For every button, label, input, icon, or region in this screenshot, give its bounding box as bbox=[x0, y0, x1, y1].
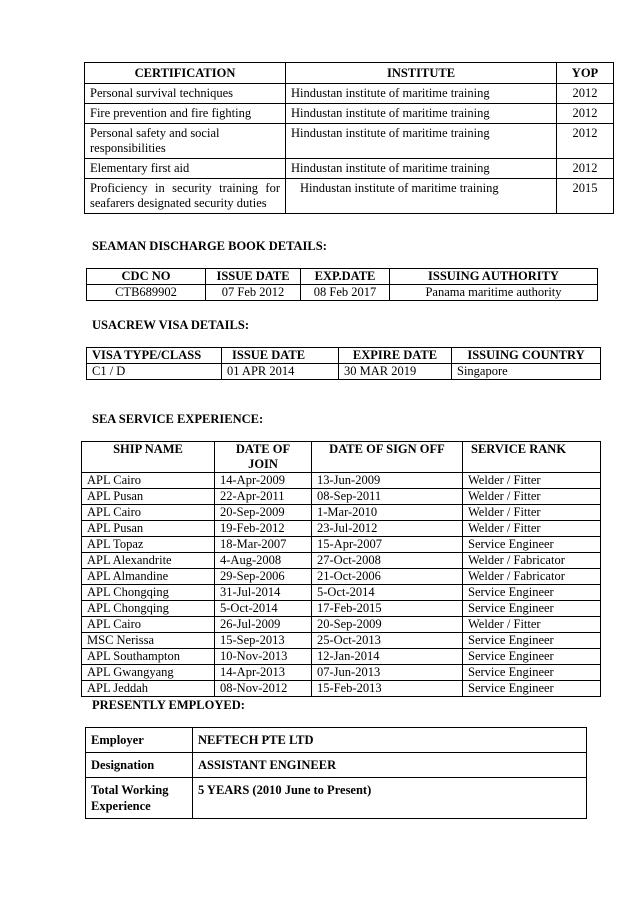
date-of-sign-off-cell: 21-Oct-2006 bbox=[312, 569, 463, 585]
ship-name-cell: APL Southampton bbox=[82, 649, 215, 665]
date-of-sign-off-cell: 12-Jan-2014 bbox=[312, 649, 463, 665]
table-row bbox=[85, 159, 614, 179]
institute-cell: Hindustan institute of maritime training bbox=[286, 124, 557, 159]
certification-table bbox=[84, 62, 614, 214]
institute-cell: Hindustan institute of maritime training bbox=[286, 159, 557, 179]
column-header: EXP.DATE bbox=[301, 269, 390, 285]
designation-value: ASSISTANT ENGINEER bbox=[193, 753, 587, 778]
table-row bbox=[82, 489, 601, 505]
certification-cell: Fire prevention and fire fighting bbox=[85, 104, 286, 124]
date-of-sign-off-cell: 15-Apr-2007 bbox=[312, 537, 463, 553]
ship-name-cell: APL Jeddah bbox=[82, 681, 215, 697]
service-rank-cell: Service Engineer bbox=[463, 649, 601, 665]
certification-cell: Elementary first aid bbox=[85, 159, 286, 179]
issue-date-cell: 07 Feb 2012 bbox=[206, 285, 301, 301]
column-header: VISA TYPE/CLASS bbox=[87, 348, 222, 364]
date-of-join-cell: 26-Jul-2009 bbox=[215, 617, 312, 633]
date-of-join-cell: 15-Sep-2013 bbox=[215, 633, 312, 649]
date-of-join-cell: 29-Sep-2006 bbox=[215, 569, 312, 585]
visa-table bbox=[86, 347, 601, 380]
column-header: INSTITUTE bbox=[286, 63, 557, 84]
table-row bbox=[82, 505, 601, 521]
date-of-join-cell: 22-Apr-2011 bbox=[215, 489, 312, 505]
issuing-authority-cell: Panama maritime authority bbox=[390, 285, 598, 301]
ship-name-cell: APL Cairo bbox=[82, 473, 215, 489]
ship-name-cell: APL Topaz bbox=[82, 537, 215, 553]
date-of-sign-off-cell: 08-Sep-2011 bbox=[312, 489, 463, 505]
date-of-sign-off-cell: 20-Sep-2009 bbox=[312, 617, 463, 633]
section-heading-sea-service: SEA SERVICE EXPERIENCE: bbox=[92, 412, 264, 426]
column-header: DATE OF SIGN OFF bbox=[312, 442, 463, 473]
date-of-sign-off-cell: 15-Feb-2013 bbox=[312, 681, 463, 697]
date-of-sign-off-cell: 25-Oct-2013 bbox=[312, 633, 463, 649]
date-of-sign-off-cell: 1-Mar-2010 bbox=[312, 505, 463, 521]
yop-cell: 2015 bbox=[557, 179, 614, 214]
total-experience-label: Total Working Experience bbox=[86, 778, 193, 819]
service-rank-cell: Service Engineer bbox=[463, 633, 601, 649]
date-of-sign-off-cell: 13-Jun-2009 bbox=[312, 473, 463, 489]
service-rank-cell: Welder / Fabricator bbox=[463, 569, 601, 585]
ship-name-cell: APL Almandine bbox=[82, 569, 215, 585]
seaman-book-table bbox=[86, 268, 598, 301]
service-rank-cell: Service Engineer bbox=[463, 585, 601, 601]
date-of-join-cell: 4-Aug-2008 bbox=[215, 553, 312, 569]
table-row bbox=[86, 753, 587, 778]
issuing-country-cell: Singapore bbox=[452, 364, 601, 380]
column-header: ISSUING COUNTRY bbox=[452, 348, 601, 364]
service-rank-cell: Welder / Fitter bbox=[463, 505, 601, 521]
ship-name-cell: APL Cairo bbox=[82, 505, 215, 521]
column-header: DATE OF JOIN bbox=[215, 442, 312, 473]
cdc-no-cell: CTB689902 bbox=[87, 285, 206, 301]
ship-name-cell: APL Pusan bbox=[82, 489, 215, 505]
ship-name-cell: APL Chongqing bbox=[82, 585, 215, 601]
column-header: SERVICE RANK bbox=[463, 442, 601, 473]
column-header: ISSUE DATE bbox=[222, 348, 339, 364]
date-of-join-cell: 10-Nov-2013 bbox=[215, 649, 312, 665]
table-row bbox=[82, 585, 601, 601]
section-heading-seaman-book: SEAMAN DISCHARGE BOOK DETAILS: bbox=[92, 239, 327, 253]
date-of-join-cell: 31-Jul-2014 bbox=[215, 585, 312, 601]
ship-name-cell: MSC Nerissa bbox=[82, 633, 215, 649]
table-row bbox=[82, 633, 601, 649]
employer-label: Employer bbox=[86, 728, 193, 753]
table-row bbox=[82, 617, 601, 633]
table-row bbox=[82, 553, 601, 569]
date-of-join-cell: 14-Apr-2013 bbox=[215, 665, 312, 681]
table-row bbox=[85, 84, 614, 104]
table-row bbox=[86, 778, 587, 819]
date-of-join-cell: 20-Sep-2009 bbox=[215, 505, 312, 521]
column-header: CDC NO bbox=[87, 269, 206, 285]
table-row bbox=[82, 537, 601, 553]
table-header-row bbox=[87, 348, 601, 364]
service-rank-cell: Welder / Fitter bbox=[463, 617, 601, 633]
table-row bbox=[82, 601, 601, 617]
yop-cell: 2012 bbox=[557, 84, 614, 104]
date-of-join-cell: 08-Nov-2012 bbox=[215, 681, 312, 697]
sea-service-table bbox=[81, 441, 601, 697]
column-header: ISSUING AUTHORITY bbox=[390, 269, 598, 285]
table-row bbox=[87, 364, 601, 380]
certification-cell: Personal survival techniques bbox=[85, 84, 286, 104]
issue-date-cell: 01 APR 2014 bbox=[222, 364, 339, 380]
table-header-row bbox=[87, 269, 598, 285]
table-row bbox=[82, 473, 601, 489]
table-row bbox=[85, 104, 614, 124]
date-of-join-cell: 18-Mar-2007 bbox=[215, 537, 312, 553]
date-of-sign-off-cell: 07-Jun-2013 bbox=[312, 665, 463, 681]
table-row bbox=[82, 521, 601, 537]
service-rank-cell: Service Engineer bbox=[463, 681, 601, 697]
table-row bbox=[85, 124, 614, 159]
service-rank-cell: Service Engineer bbox=[463, 601, 601, 617]
institute-cell: Hindustan institute of maritime training bbox=[286, 179, 557, 214]
table-row bbox=[82, 569, 601, 585]
section-heading-visa: USACREW VISA DETAILS: bbox=[92, 318, 249, 332]
table-row bbox=[87, 285, 598, 301]
date-of-join-cell: 14-Apr-2009 bbox=[215, 473, 312, 489]
employment-table bbox=[85, 727, 587, 819]
ship-name-cell: APL Alexandrite bbox=[82, 553, 215, 569]
ship-name-cell: APL Pusan bbox=[82, 521, 215, 537]
column-header: SHIP NAME bbox=[82, 442, 215, 473]
table-row bbox=[82, 649, 601, 665]
exp-date-cell: 08 Feb 2017 bbox=[301, 285, 390, 301]
table-row bbox=[82, 681, 601, 697]
visa-type-cell: C1 / D bbox=[87, 364, 222, 380]
ship-name-cell: APL Cairo bbox=[82, 617, 215, 633]
table-row bbox=[82, 665, 601, 681]
service-rank-cell: Service Engineer bbox=[463, 665, 601, 681]
column-header: CERTIFICATION bbox=[85, 63, 286, 84]
designation-label: Designation bbox=[86, 753, 193, 778]
table-header-row bbox=[85, 63, 614, 84]
date-of-sign-off-cell: 5-Oct-2014 bbox=[312, 585, 463, 601]
column-header: EXPIRE DATE bbox=[339, 348, 452, 364]
date-of-sign-off-cell: 23-Jul-2012 bbox=[312, 521, 463, 537]
service-rank-cell: Welder / Fabricator bbox=[463, 553, 601, 569]
ship-name-cell: APL Gwangyang bbox=[82, 665, 215, 681]
employer-value: NEFTECH PTE LTD bbox=[193, 728, 587, 753]
certification-cell: Personal safety and social responsibilities bbox=[85, 124, 286, 159]
yop-cell: 2012 bbox=[557, 159, 614, 179]
date-of-join-cell: 5-Oct-2014 bbox=[215, 601, 312, 617]
column-header: YOP bbox=[557, 63, 614, 84]
ship-name-cell: APL Chongqing bbox=[82, 601, 215, 617]
total-experience-value: 5 YEARS (2010 June to Present) bbox=[193, 778, 587, 819]
institute-cell: Hindustan institute of maritime training bbox=[286, 104, 557, 124]
expire-date-cell: 30 MAR 2019 bbox=[339, 364, 452, 380]
table-row bbox=[86, 728, 587, 753]
column-header: ISSUE DATE bbox=[206, 269, 301, 285]
date-of-sign-off-cell: 27-Oct-2008 bbox=[312, 553, 463, 569]
certification-cell: Proficiency in security training for seafarers designated security duties bbox=[85, 179, 286, 214]
service-rank-cell: Welder / Fitter bbox=[463, 473, 601, 489]
yop-cell: 2012 bbox=[557, 124, 614, 159]
service-rank-cell: Welder / Fitter bbox=[463, 521, 601, 537]
date-of-sign-off-cell: 17-Feb-2015 bbox=[312, 601, 463, 617]
yop-cell: 2012 bbox=[557, 104, 614, 124]
date-of-join-cell: 19-Feb-2012 bbox=[215, 521, 312, 537]
section-heading-employment: PRESENTLY EMPLOYED: bbox=[92, 698, 245, 712]
service-rank-cell: Service Engineer bbox=[463, 537, 601, 553]
table-header-row bbox=[82, 442, 601, 473]
institute-cell: Hindustan institute of maritime training bbox=[286, 84, 557, 104]
table-row bbox=[85, 179, 614, 214]
service-rank-cell: Welder / Fitter bbox=[463, 489, 601, 505]
